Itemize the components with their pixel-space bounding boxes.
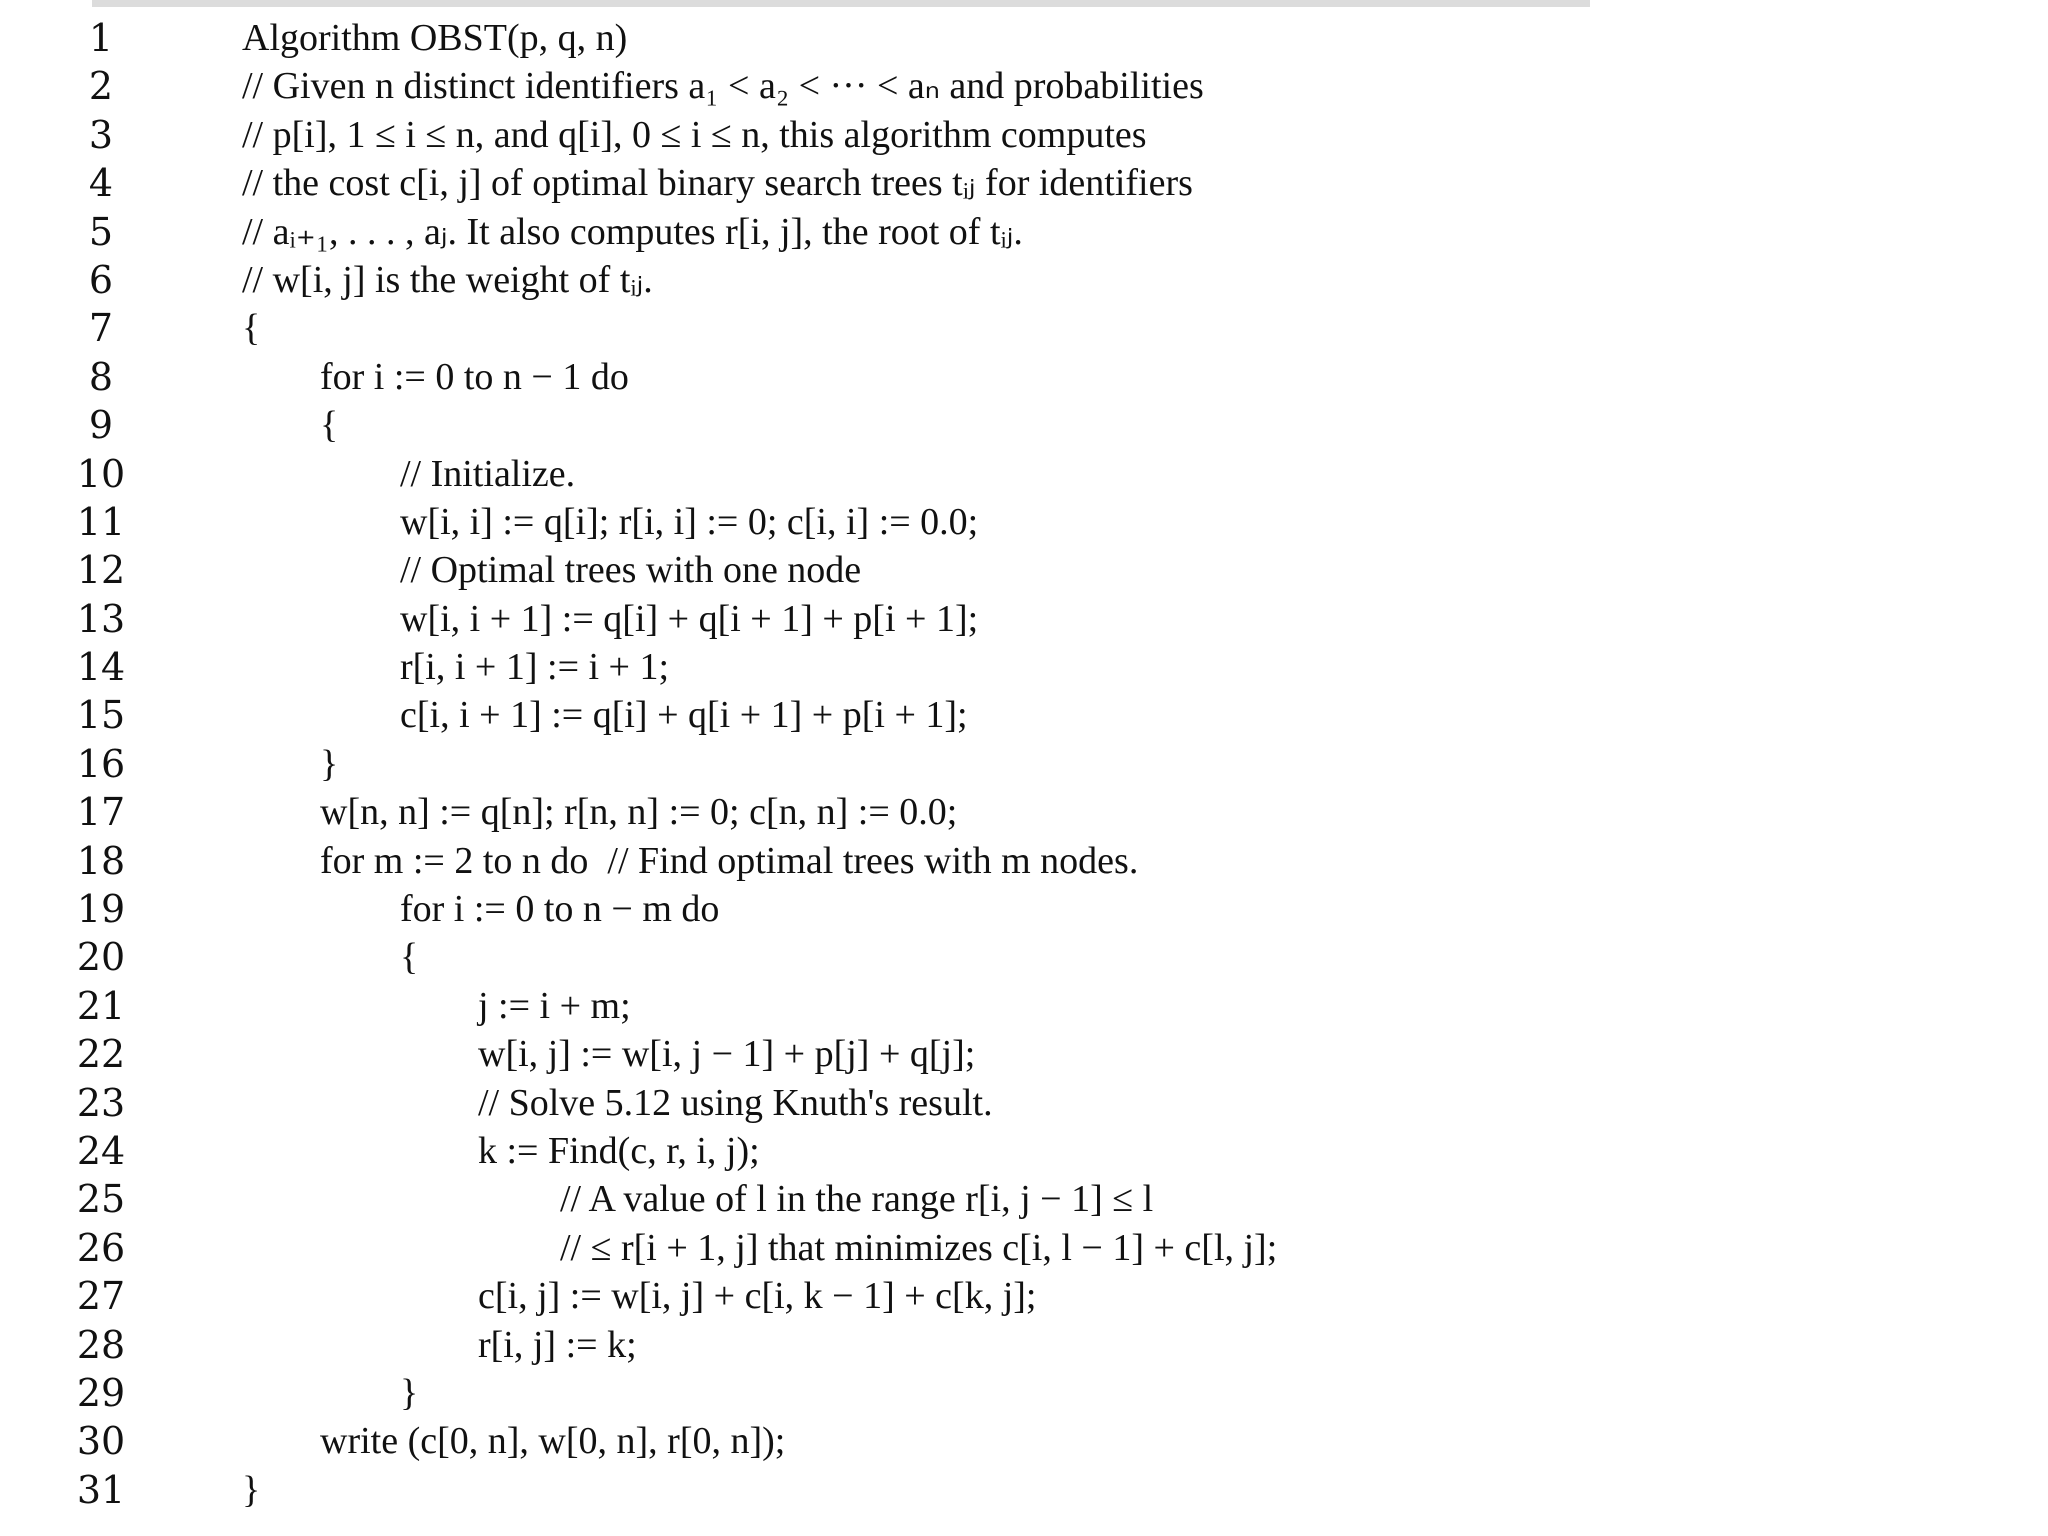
code-text: // ≤ r[i + 1, j] that minimizes c[i, l − 1] + c[l, j]; [560, 1226, 1278, 1269]
code-line [0, 546, 2048, 594]
code-text: j := i + m; [478, 984, 631, 1027]
code-line [0, 1224, 2048, 1272]
code-line [0, 837, 2048, 885]
code-text: for i := 0 to n − m do [400, 888, 720, 931]
code-line [0, 1079, 2048, 1127]
code-text: w[n, n] := q[n]; r[n, n] := 0; c[n, n] := 0.0; [320, 791, 958, 834]
code-line [0, 304, 2048, 352]
code-line [0, 1030, 2048, 1078]
line-number: 20 [76, 935, 126, 980]
code-line [0, 111, 2048, 159]
algorithm-listing [0, 14, 2048, 1514]
code-line [0, 885, 2048, 933]
code-line [0, 595, 2048, 643]
code-line [0, 401, 2048, 449]
line-number: 30 [76, 1419, 126, 1464]
line-number: 7 [88, 306, 114, 351]
line-number: 26 [76, 1225, 126, 1270]
code-text: // w[i, j] is the weight of tᵢⱼ. [242, 258, 653, 301]
line-number: 11 [76, 499, 126, 544]
code-text: { [242, 307, 261, 350]
code-line [0, 159, 2048, 207]
line-number: 8 [88, 354, 114, 399]
code-text: // Optimal trees with one node [400, 549, 862, 592]
code-text: w[i, i] := q[i]; r[i, i] := 0; c[i, i] := 0.0; [400, 500, 979, 543]
code-line [0, 1175, 2048, 1223]
code-text: { [400, 936, 419, 979]
code-text: w[i, i + 1] := q[i] + q[i + 1] + p[i + 1]; [400, 597, 979, 640]
line-number: 25 [76, 1177, 126, 1222]
line-number: 1 [88, 16, 114, 60]
code-text: // Given n distinct identifiers a₁ < a₂ < ··· < aₙ and probabilities [242, 65, 1204, 108]
code-line [0, 62, 2048, 110]
code-line [0, 1272, 2048, 1320]
code-text: } [400, 1371, 419, 1414]
line-number: 29 [76, 1370, 126, 1415]
line-number: 22 [76, 1032, 126, 1077]
code-line [0, 256, 2048, 304]
code-text: for m := 2 to n do // Find optimal trees with m nodes. [320, 839, 1139, 882]
code-text: // the cost c[i, j] of optimal binary search trees tᵢⱼ for identifiers [242, 162, 1193, 205]
line-number: 31 [76, 1467, 126, 1512]
code-line [0, 982, 2048, 1030]
code-text: c[i, j] := w[i, j] + c[i, k − 1] + c[k, j]; [478, 1275, 1037, 1318]
line-number: 9 [88, 403, 114, 448]
code-line [0, 1369, 2048, 1417]
line-number: 5 [88, 209, 114, 254]
code-text: // Initialize. [400, 452, 576, 495]
code-line [0, 691, 2048, 739]
top-border-bar [92, 0, 1590, 7]
line-number: 17 [76, 790, 126, 835]
code-line [0, 208, 2048, 256]
code-line [0, 498, 2048, 546]
line-number: 12 [76, 548, 126, 593]
code-text: write (c[0, n], w[0, n], r[0, n]); [320, 1420, 786, 1463]
line-number: 28 [76, 1322, 126, 1367]
code-text: } [242, 1468, 261, 1511]
code-text: } [320, 742, 339, 785]
code-text: k := Find(c, r, i, j); [478, 1129, 760, 1172]
line-number: 6 [88, 257, 114, 302]
line-number: 15 [76, 693, 126, 738]
code-text: r[i, i + 1] := i + 1; [400, 646, 670, 689]
code-text: r[i, j] := k; [478, 1323, 637, 1366]
line-number: 18 [76, 838, 126, 883]
code-line [0, 14, 2048, 62]
code-line [0, 450, 2048, 498]
line-number: 13 [76, 596, 126, 641]
code-line [0, 1417, 2048, 1465]
line-number: 24 [76, 1128, 126, 1173]
code-text: // aᵢ₊₁, . . . , aⱼ. It also computes r[i, j], the root of tᵢⱼ. [242, 210, 1023, 253]
line-number: 10 [76, 451, 126, 496]
code-line [0, 740, 2048, 788]
code-line [0, 933, 2048, 981]
line-number: 27 [76, 1274, 126, 1319]
line-number: 3 [88, 112, 114, 157]
code-text: // p[i], 1 ≤ i ≤ n, and q[i], 0 ≤ i ≤ n, this algorithm computes [242, 113, 1147, 156]
code-line [0, 1127, 2048, 1175]
line-number: 19 [76, 887, 126, 932]
line-number: 2 [88, 64, 114, 109]
code-text: w[i, j] := w[i, j − 1] + p[j] + q[j]; [478, 1033, 976, 1076]
code-line [0, 1321, 2048, 1369]
code-text: { [320, 404, 339, 447]
code-text: // A value of l in the range r[i, j − 1] ≤ l [560, 1178, 1154, 1221]
line-number: 16 [76, 741, 126, 786]
code-text: Algorithm OBST(p, q, n) [242, 17, 628, 59]
code-text: for i := 0 to n − 1 do [320, 355, 629, 398]
line-number: 21 [76, 983, 126, 1028]
code-text: // Solve 5.12 using Knuth's result. [478, 1081, 993, 1124]
code-text: c[i, i + 1] := q[i] + q[i + 1] + p[i + 1]; [400, 694, 968, 737]
line-number: 14 [76, 645, 126, 690]
line-number: 4 [88, 161, 114, 206]
code-line [0, 353, 2048, 401]
code-line [0, 788, 2048, 836]
code-line [0, 643, 2048, 691]
line-number: 23 [76, 1080, 126, 1125]
code-line [0, 1466, 2048, 1514]
